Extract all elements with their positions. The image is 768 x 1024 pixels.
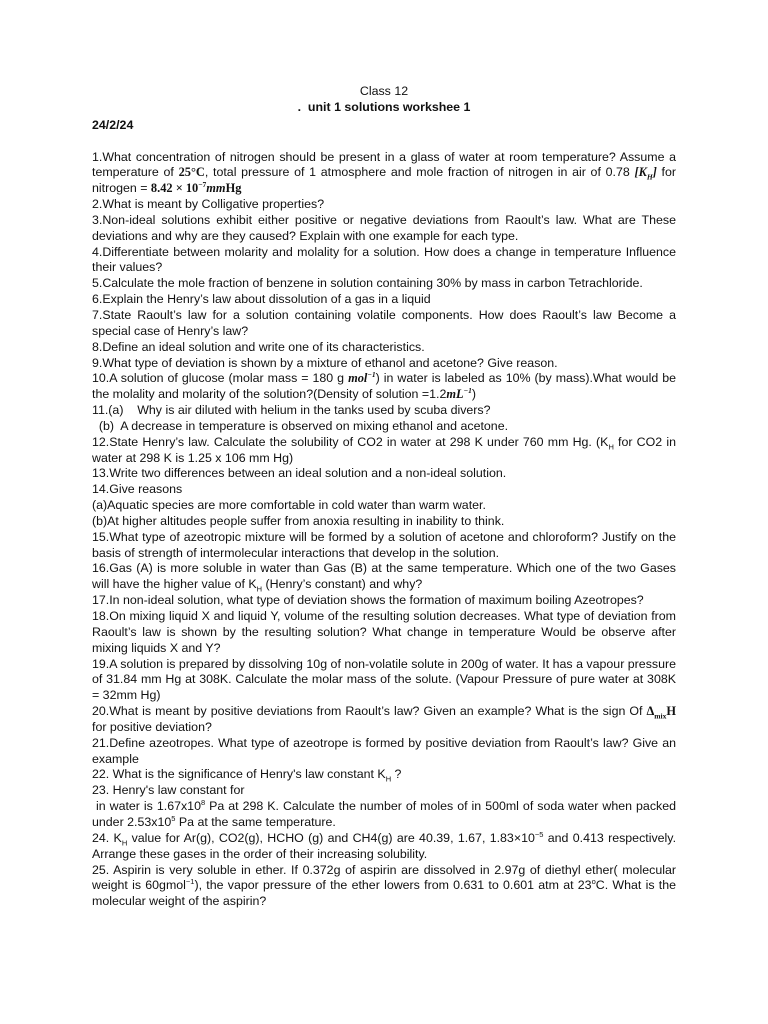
henry-constant-symbol: $[K_H]$ (634, 165, 657, 182)
question-16: 16.Gas (A) is more soluble in water than Gas (B) at the same temperature. Which one of the two Gases will have the higher value of $K_H$ (Henry’s constant) and why? (92, 561, 676, 594)
question-7: 7.State Raoult’s law for a solution containing volatile components. How does Raoult’s law Become a special case of Henry’s law? (92, 307, 676, 338)
question-23: 23. Henry's law constant for (92, 783, 245, 798)
question-9: 9.What type of deviation is shown by a mixture of ethanol and acetone? Give reason. (92, 355, 558, 370)
question-20: 20.What is meant by positive deviations from Raoult’s law? Given an example? What is the sign Of $\Delta_{mix}H$ for positive deviation? (92, 704, 676, 734)
question-25: 25. Aspirin is very soluble in ether. If 0.372g of aspirin are dissolved in 2.97g of diethyl ether( molecular weight is 60gmol$^{-1}$), the vapor pressure of the ether lowers from 0.631 to 0.601 atm at 23$^o$C. What is the molecular weight of the aspirin? (92, 862, 677, 909)
question-11a: 11.(a) Why is air diluted with helium in the tanks used by scuba divers? (92, 403, 491, 418)
question-14a: (a)Aquatic species are more comfortable in cold water than warm water. (92, 498, 486, 513)
question-18: 18.On mixing liquid X and liquid Y, volume of the resulting solution decreases. What type of deviation from Raoult’s law is shown by the resulting solution? What change in temperature Would be observe after mixing liquids X and Y? (92, 609, 676, 655)
question-13: 13.Write two differences between an ideal solution and a non-ideal solution. (92, 466, 507, 481)
unit-title (92, 100, 676, 116)
question-14b: (b)At higher altitudes people suffer from anoxia resulting in inability to think. (92, 513, 505, 528)
question-6: 6.Explain the Henry’s law about dissolution of a gas in a liquid (92, 292, 431, 307)
question-22: 22. What is the significance of Henry's law constant $K_H$ ? (92, 767, 402, 784)
question-5: 5.Calculate the mole fraction of benzene in solution containing 30% by mass in carbon Tetrachloride. (92, 276, 643, 291)
question-2: 2.What is meant by Colligative properties? (92, 197, 325, 212)
question-15: 15.What type of azeotropic mixture will be formed by a solution of acetone and chloroform? Justify on the basis of strength of intermolecular interactions that develop in the solution. (92, 529, 676, 560)
question-3: 3.Non-ideal solutions exhibit either positive or negative deviations from Raoult’s law. What are These deviations and why are they caused? Explain with one example for each type. (92, 212, 676, 243)
nitrogen-value: $8.42 \times 10^{-7}mmHg$ (150, 180, 242, 196)
question-10: 10.A solution of glucose (molar mass = 180 g mol$^{-1}$) in water is labeled as 10% (by mass).What would be the molality and molarity of the solution?(Density of solution $=1.2mL^{-1}$) (92, 370, 676, 402)
spacer (92, 134, 676, 150)
question-11b: (b) A decrease in temperature is observed on mixing ethanol and acetone. (92, 418, 509, 433)
question-14: 14.Give reasons (92, 482, 183, 497)
question-4: 4.Differentiate between molarity and molality for a solution. How does a change in temperature Influence their values? (92, 244, 676, 275)
unit-title-text: unit 1 solutions workshee 1 (307, 99, 471, 114)
question-21: 21.Define azeotropes. What type of azeotrope is formed by positive deviation from Raoult’s law? Give an example (92, 735, 676, 766)
question-17: 17.In non-ideal solution, what type of deviation shows the formation of maximum boiling Azeotropes? (92, 593, 644, 608)
question-24: 24. $K_H$ value for Ar(g), CO2(g), HCHO (g) and CH4(g) are 40.39, 1.67, $1.83\times 10^{-5}$ and 0.413 respectively. Arrange these gases in the order of their increasing solubility. (92, 829, 677, 861)
question-8: 8.Define an ideal solution and write one of its characteristics. (92, 339, 425, 354)
unit-title-dot: . (297, 99, 302, 114)
class-title: Class 12 (359, 84, 409, 98)
question-23-continued: in water is $1.67x10^8$ Pa at 298 K. Calculate the number of moles of in 500ml of soda water when packed under $2.53x10^5$ Pa at the same temperature. (92, 798, 676, 829)
worksheet-date: 24/2/24 (92, 117, 134, 132)
question-12: 12.State Henry’s law. Calculate the solubility of CO2 in water at 298 K under 760 mm Hg. ($K_H$ for CO2 in water at 298 K is 1.25 x 106 mm Hg) (92, 434, 676, 465)
worksheet-page (92, 84, 676, 910)
question-1: 1.What concentration of nitrogen should be present in a glass of water at room temperature? Assume a temperature of 25°C, total pressure of 1 atmosphere and mole fraction of nitrogen in air of 0.78 $[K_H]$ for nitrogen = $8.42 \times 10^{-7}mmHg$ (92, 149, 677, 196)
delta-mix-h: $\Delta_{mix}H$ (646, 704, 676, 721)
question-19: 19.A solution is prepared by dissolving 10g of non-volatile solute in 200g of water. It has a vapour pressure of 31.84 mm Hg at 308K. Calculate the molar mass of the solute. (Vapour Pressure of pure water at 308K = 32mm Hg) (92, 656, 676, 703)
